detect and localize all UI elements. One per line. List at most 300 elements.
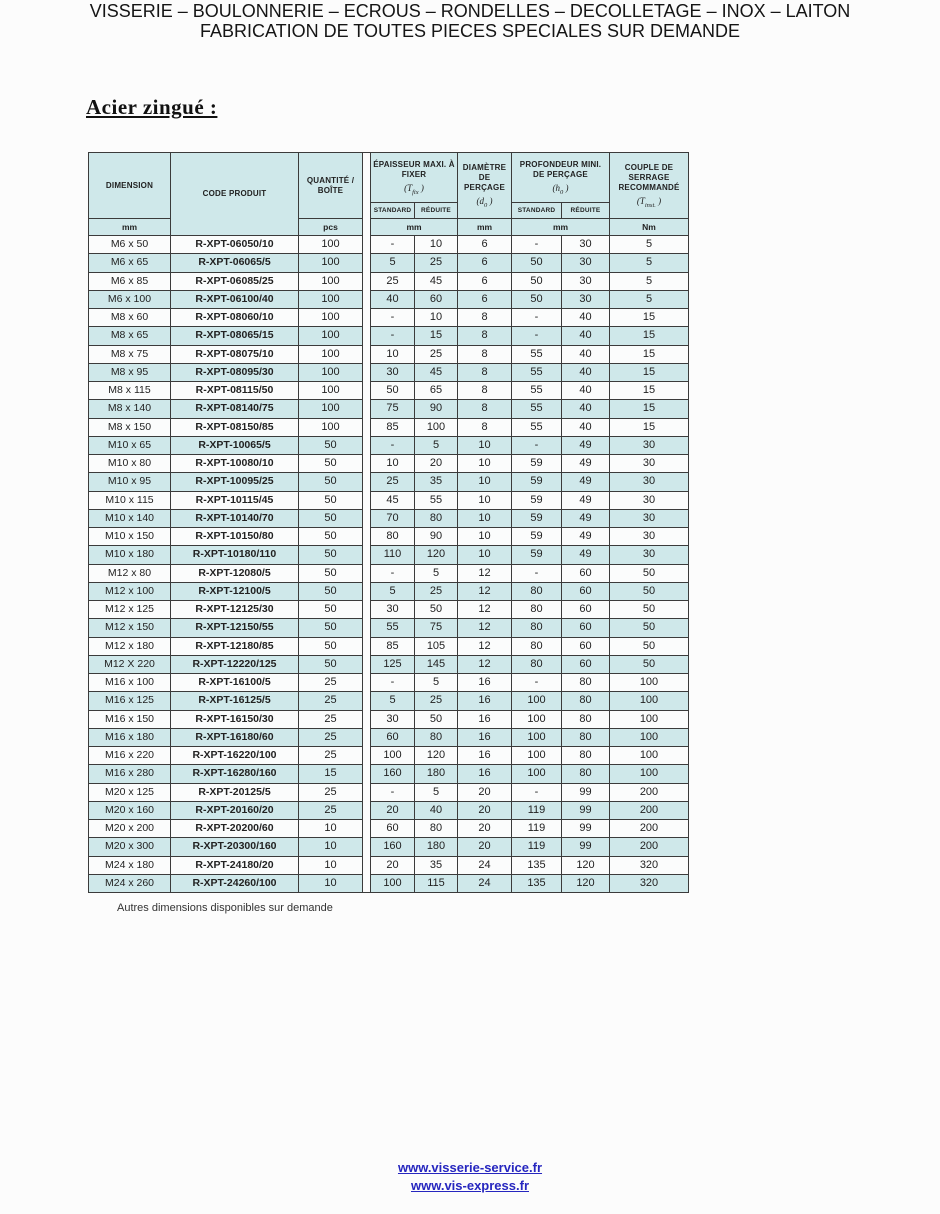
cell-profondeur-standard: - xyxy=(512,327,562,345)
cell-dimension: M20 x 160 xyxy=(89,801,171,819)
cell-diametre: 8 xyxy=(458,309,512,327)
cell-profondeur-reduite: 80 xyxy=(562,674,610,692)
cell-dimension: M8 x 65 xyxy=(89,327,171,345)
cell-epaisseur-standard: - xyxy=(371,564,415,582)
cell-couple: 50 xyxy=(610,601,689,619)
tfix-notation: ($T_{fix}$ ) xyxy=(404,182,424,196)
cell-profondeur-reduite: 49 xyxy=(562,491,610,509)
cell-couple: 30 xyxy=(610,473,689,491)
table-row xyxy=(89,637,689,655)
cell-dimension: M8 x 140 xyxy=(89,400,171,418)
cell-diametre: 10 xyxy=(458,546,512,564)
cell-code-produit: R-XPT-10080/10 xyxy=(171,455,299,473)
cell-profondeur-standard: 59 xyxy=(512,509,562,527)
cell-diametre: 20 xyxy=(458,838,512,856)
cell-profondeur-reduite: 60 xyxy=(562,601,610,619)
cell-epaisseur-reduite: 45 xyxy=(415,363,458,381)
cell-diametre: 8 xyxy=(458,418,512,436)
cell-profondeur-standard: 80 xyxy=(512,582,562,600)
unit-diametre: mm xyxy=(458,219,512,236)
cell-diametre: 12 xyxy=(458,619,512,637)
cell-profondeur-standard: 119 xyxy=(512,838,562,856)
cell-couple: 100 xyxy=(610,692,689,710)
cell-quantite: 100 xyxy=(299,345,363,363)
cell-profondeur-reduite: 60 xyxy=(562,619,610,637)
cell-diametre: 8 xyxy=(458,363,512,381)
cell-dimension: M12 x 180 xyxy=(89,637,171,655)
cell-dimension: M6 x 50 xyxy=(89,236,171,254)
cell-profondeur-reduite: 60 xyxy=(562,637,610,655)
cell-profondeur-standard: 135 xyxy=(512,856,562,874)
header-quantite-boite: QUANTITÉ / BOÎTE xyxy=(299,153,363,219)
cell-dimension: M20 x 200 xyxy=(89,820,171,838)
cell-dimension: M6 x 85 xyxy=(89,272,171,290)
cell-profondeur-reduite: 80 xyxy=(562,728,610,746)
cell-profondeur-standard: 59 xyxy=(512,455,562,473)
cell-couple: 5 xyxy=(610,290,689,308)
cell-epaisseur-standard: 5 xyxy=(371,582,415,600)
table-row xyxy=(89,619,689,637)
cell-dimension: M10 x 115 xyxy=(89,491,171,509)
cell-epaisseur-standard: 45 xyxy=(371,491,415,509)
cell-diametre: 10 xyxy=(458,509,512,527)
cell-dimension: M16 x 100 xyxy=(89,674,171,692)
cell-quantite: 100 xyxy=(299,327,363,345)
cell-epaisseur-reduite: 5 xyxy=(415,436,458,454)
cell-profondeur-standard: 119 xyxy=(512,801,562,819)
cell-couple: 15 xyxy=(610,363,689,381)
cell-quantite: 25 xyxy=(299,801,363,819)
cell-profondeur-standard: 50 xyxy=(512,272,562,290)
cell-dimension: M6 x 100 xyxy=(89,290,171,308)
cell-code-produit: R-XPT-10095/25 xyxy=(171,473,299,491)
cell-couple: 5 xyxy=(610,236,689,254)
cell-profondeur-standard: 100 xyxy=(512,747,562,765)
cell-profondeur-reduite: 49 xyxy=(562,528,610,546)
cell-dimension: M8 x 75 xyxy=(89,345,171,363)
cell-epaisseur-standard: 30 xyxy=(371,601,415,619)
cell-couple: 200 xyxy=(610,801,689,819)
cell-profondeur-reduite: 30 xyxy=(562,254,610,272)
table-block-gap xyxy=(363,153,371,893)
cell-quantite: 25 xyxy=(299,728,363,746)
cell-profondeur-standard: 80 xyxy=(512,655,562,673)
cell-code-produit: R-XPT-16180/60 xyxy=(171,728,299,746)
cell-epaisseur-reduite: 80 xyxy=(415,728,458,746)
cell-code-produit: R-XPT-06050/10 xyxy=(171,236,299,254)
cell-profondeur-standard: 100 xyxy=(512,692,562,710)
table-row xyxy=(89,874,689,892)
cell-quantite: 100 xyxy=(299,309,363,327)
cell-epaisseur-standard: - xyxy=(371,236,415,254)
cell-diametre: 16 xyxy=(458,765,512,783)
table-row xyxy=(89,674,689,692)
cell-epaisseur-standard: 20 xyxy=(371,856,415,874)
cell-diametre: 6 xyxy=(458,290,512,308)
cell-profondeur-reduite: 40 xyxy=(562,327,610,345)
cell-profondeur-reduite: 40 xyxy=(562,309,610,327)
cell-epaisseur-reduite: 25 xyxy=(415,692,458,710)
cell-code-produit: R-XPT-20200/60 xyxy=(171,820,299,838)
cell-code-produit: R-XPT-12220/125 xyxy=(171,655,299,673)
cell-epaisseur-standard: 25 xyxy=(371,272,415,290)
cell-profondeur-reduite: 49 xyxy=(562,509,610,527)
cell-profondeur-standard: 100 xyxy=(512,710,562,728)
cell-quantite: 10 xyxy=(299,838,363,856)
cell-diametre: 20 xyxy=(458,783,512,801)
table-row xyxy=(89,363,689,381)
cell-diametre: 16 xyxy=(458,674,512,692)
cell-quantite: 50 xyxy=(299,509,363,527)
cell-dimension: M10 x 80 xyxy=(89,455,171,473)
cell-epaisseur-standard: 160 xyxy=(371,838,415,856)
cell-profondeur-reduite: 120 xyxy=(562,874,610,892)
cell-dimension: M24 x 260 xyxy=(89,874,171,892)
cell-epaisseur-standard: 10 xyxy=(371,455,415,473)
cell-profondeur-reduite: 60 xyxy=(562,582,610,600)
cell-epaisseur-reduite: 5 xyxy=(415,674,458,692)
cell-epaisseur-reduite: 180 xyxy=(415,838,458,856)
header-profondeur: PROFONDEUR MINI. DE PERÇAGE ($h_0$ ) xyxy=(512,153,610,203)
cell-epaisseur-reduite: 105 xyxy=(415,637,458,655)
cell-profondeur-reduite: 99 xyxy=(562,801,610,819)
cell-epaisseur-reduite: 145 xyxy=(415,655,458,673)
cell-epaisseur-reduite: 35 xyxy=(415,473,458,491)
cell-couple: 15 xyxy=(610,345,689,363)
cell-epaisseur-standard: 70 xyxy=(371,509,415,527)
cell-couple: 100 xyxy=(610,728,689,746)
cell-diametre: 10 xyxy=(458,473,512,491)
cell-profondeur-standard: 119 xyxy=(512,820,562,838)
cell-quantite: 25 xyxy=(299,692,363,710)
cell-diametre: 8 xyxy=(458,400,512,418)
cell-epaisseur-standard: 85 xyxy=(371,637,415,655)
table-row xyxy=(89,418,689,436)
cell-quantite: 50 xyxy=(299,637,363,655)
cell-quantite: 15 xyxy=(299,765,363,783)
cell-epaisseur-standard: 55 xyxy=(371,619,415,637)
cell-epaisseur-standard: - xyxy=(371,327,415,345)
cell-quantite: 100 xyxy=(299,363,363,381)
document-header xyxy=(0,1,940,41)
cell-diametre: 8 xyxy=(458,382,512,400)
unit-dimension: mm xyxy=(89,219,171,236)
table-row xyxy=(89,509,689,527)
cell-code-produit: R-XPT-16100/5 xyxy=(171,674,299,692)
cell-code-produit: R-XPT-12150/55 xyxy=(171,619,299,637)
cell-quantite: 50 xyxy=(299,436,363,454)
cell-couple: 100 xyxy=(610,710,689,728)
cell-code-produit: R-XPT-20160/20 xyxy=(171,801,299,819)
table-row xyxy=(89,254,689,272)
cell-code-produit: R-XPT-12080/5 xyxy=(171,564,299,582)
cell-diametre: 12 xyxy=(458,601,512,619)
h0-notation: ($h_0$ ) xyxy=(552,182,569,196)
cell-quantite: 50 xyxy=(299,528,363,546)
cell-diametre: 10 xyxy=(458,436,512,454)
cell-code-produit: R-XPT-10140/70 xyxy=(171,509,299,527)
cell-couple: 50 xyxy=(610,637,689,655)
header-code-produit: CODE PRODUIT xyxy=(171,153,299,236)
cell-couple: 5 xyxy=(610,254,689,272)
cell-code-produit: R-XPT-12100/5 xyxy=(171,582,299,600)
cell-diametre: 12 xyxy=(458,637,512,655)
cell-couple: 30 xyxy=(610,546,689,564)
cell-dimension: M6 x 65 xyxy=(89,254,171,272)
unit-couple: Nm xyxy=(610,219,689,236)
cell-epaisseur-standard: 30 xyxy=(371,363,415,381)
cell-diametre: 12 xyxy=(458,564,512,582)
cell-couple: 100 xyxy=(610,747,689,765)
cell-couple: 15 xyxy=(610,327,689,345)
cell-profondeur-reduite: 40 xyxy=(562,382,610,400)
cell-couple: 30 xyxy=(610,509,689,527)
cell-couple: 30 xyxy=(610,528,689,546)
link-vis-express[interactable]: www.vis-express.fr xyxy=(410,1178,529,1193)
cell-epaisseur-standard: 20 xyxy=(371,801,415,819)
cell-diametre: 12 xyxy=(458,582,512,600)
cell-diametre: 16 xyxy=(458,692,512,710)
link-visserie-service[interactable]: www.visserie-service.fr xyxy=(397,1160,543,1175)
cell-code-produit: R-XPT-06100/40 xyxy=(171,290,299,308)
cell-dimension: M20 x 125 xyxy=(89,783,171,801)
header-epaisseur: ÉPAISSEUR MAXI. À FIXER ($T_{fix}$ ) xyxy=(371,153,458,203)
table-row xyxy=(89,290,689,308)
cell-couple: 320 xyxy=(610,856,689,874)
cell-epaisseur-reduite: 65 xyxy=(415,382,458,400)
cell-couple: 15 xyxy=(610,418,689,436)
cell-code-produit: R-XPT-24260/100 xyxy=(171,874,299,892)
cell-epaisseur-reduite: 120 xyxy=(415,546,458,564)
table-row xyxy=(89,783,689,801)
cell-profondeur-reduite: 60 xyxy=(562,564,610,582)
cell-epaisseur-reduite: 80 xyxy=(415,509,458,527)
cell-code-produit: R-XPT-08140/75 xyxy=(171,400,299,418)
header-line-1: VISSERIE – BOULONNERIE – ECROUS – RONDELLES – DECOLLETAGE – INOX – LAITON xyxy=(89,1,851,21)
cell-diametre: 20 xyxy=(458,801,512,819)
cell-code-produit: R-XPT-16125/5 xyxy=(171,692,299,710)
table-row xyxy=(89,546,689,564)
cell-couple: 100 xyxy=(610,765,689,783)
cell-profondeur-standard: - xyxy=(512,564,562,582)
cell-epaisseur-reduite: 10 xyxy=(415,236,458,254)
table-row xyxy=(89,582,689,600)
cell-quantite: 25 xyxy=(299,674,363,692)
cell-quantite: 50 xyxy=(299,491,363,509)
cell-couple: 200 xyxy=(610,838,689,856)
cell-dimension: M12 x 150 xyxy=(89,619,171,637)
cell-dimension: M10 x 65 xyxy=(89,436,171,454)
table-row xyxy=(89,309,689,327)
table-row xyxy=(89,491,689,509)
cell-quantite: 50 xyxy=(299,455,363,473)
cell-dimension: M20 x 300 xyxy=(89,838,171,856)
cell-quantite: 100 xyxy=(299,272,363,290)
table-row xyxy=(89,601,689,619)
cell-code-produit: R-XPT-20300/160 xyxy=(171,838,299,856)
spec-table xyxy=(88,152,689,893)
footer-links xyxy=(0,1159,940,1195)
cell-profondeur-reduite: 49 xyxy=(562,473,610,491)
cell-dimension: M10 x 140 xyxy=(89,509,171,527)
cell-dimension: M12 x 80 xyxy=(89,564,171,582)
cell-epaisseur-reduite: 115 xyxy=(415,874,458,892)
cell-quantite: 100 xyxy=(299,236,363,254)
cell-dimension: M10 x 180 xyxy=(89,546,171,564)
cell-dimension: M8 x 60 xyxy=(89,309,171,327)
cell-quantite: 10 xyxy=(299,856,363,874)
cell-epaisseur-reduite: 75 xyxy=(415,619,458,637)
cell-epaisseur-reduite: 40 xyxy=(415,801,458,819)
cell-epaisseur-reduite: 120 xyxy=(415,747,458,765)
cell-epaisseur-standard: 5 xyxy=(371,254,415,272)
table-header-row-main xyxy=(89,153,689,203)
cell-code-produit: R-XPT-06085/25 xyxy=(171,272,299,290)
cell-code-produit: R-XPT-06065/5 xyxy=(171,254,299,272)
cell-profondeur-standard: 100 xyxy=(512,728,562,746)
table-row xyxy=(89,345,689,363)
cell-profondeur-standard: 55 xyxy=(512,345,562,363)
cell-couple: 5 xyxy=(610,272,689,290)
cell-profondeur-standard: 100 xyxy=(512,765,562,783)
cell-epaisseur-standard: 85 xyxy=(371,418,415,436)
cell-profondeur-standard: - xyxy=(512,783,562,801)
cell-profondeur-reduite: 80 xyxy=(562,747,610,765)
cell-quantite: 25 xyxy=(299,747,363,765)
table-row xyxy=(89,728,689,746)
cell-profondeur-standard: 135 xyxy=(512,874,562,892)
table-row xyxy=(89,327,689,345)
cell-couple: 30 xyxy=(610,436,689,454)
cell-diametre: 24 xyxy=(458,874,512,892)
cell-diametre: 8 xyxy=(458,327,512,345)
cell-profondeur-reduite: 99 xyxy=(562,820,610,838)
table-row xyxy=(89,455,689,473)
table-row xyxy=(89,382,689,400)
cell-profondeur-reduite: 40 xyxy=(562,418,610,436)
cell-epaisseur-reduite: 35 xyxy=(415,856,458,874)
cell-profondeur-reduite: 99 xyxy=(562,783,610,801)
cell-couple: 200 xyxy=(610,783,689,801)
table-row xyxy=(89,856,689,874)
cell-profondeur-reduite: 40 xyxy=(562,345,610,363)
cell-epaisseur-standard: - xyxy=(371,436,415,454)
cell-profondeur-reduite: 30 xyxy=(562,290,610,308)
cell-diametre: 16 xyxy=(458,710,512,728)
cell-diametre: 20 xyxy=(458,820,512,838)
cell-epaisseur-standard: 160 xyxy=(371,765,415,783)
cell-epaisseur-reduite: 60 xyxy=(415,290,458,308)
cell-quantite: 10 xyxy=(299,874,363,892)
cell-quantite: 100 xyxy=(299,418,363,436)
cell-dimension: M8 x 115 xyxy=(89,382,171,400)
cell-epaisseur-standard: 60 xyxy=(371,820,415,838)
cell-quantite: 100 xyxy=(299,400,363,418)
cell-code-produit: R-XPT-16220/100 xyxy=(171,747,299,765)
cell-diametre: 16 xyxy=(458,747,512,765)
cell-epaisseur-reduite: 50 xyxy=(415,710,458,728)
table-row xyxy=(89,236,689,254)
cell-epaisseur-standard: 60 xyxy=(371,728,415,746)
cell-code-produit: R-XPT-10150/80 xyxy=(171,528,299,546)
cell-epaisseur-reduite: 90 xyxy=(415,400,458,418)
cell-dimension: M16 x 180 xyxy=(89,728,171,746)
cell-couple: 50 xyxy=(610,655,689,673)
cell-dimension: M8 x 150 xyxy=(89,418,171,436)
cell-couple: 320 xyxy=(610,874,689,892)
cell-diametre: 10 xyxy=(458,455,512,473)
cell-epaisseur-standard: 50 xyxy=(371,382,415,400)
cell-epaisseur-reduite: 50 xyxy=(415,601,458,619)
cell-profondeur-standard: 50 xyxy=(512,290,562,308)
cell-profondeur-reduite: 80 xyxy=(562,765,610,783)
cell-couple: 30 xyxy=(610,455,689,473)
header-diametre: DIAMÈTRE DE PERÇAGE ($d_0$ ) xyxy=(458,153,512,219)
d0-notation: ($d_0$ ) xyxy=(476,195,493,209)
table-row xyxy=(89,692,689,710)
cell-profondeur-reduite: 40 xyxy=(562,363,610,381)
cell-profondeur-standard: - xyxy=(512,309,562,327)
cell-code-produit: R-XPT-08065/15 xyxy=(171,327,299,345)
cell-profondeur-standard: 59 xyxy=(512,491,562,509)
table-row xyxy=(89,436,689,454)
cell-profondeur-standard: 59 xyxy=(512,528,562,546)
cell-diametre: 16 xyxy=(458,728,512,746)
cell-dimension: M12 x 100 xyxy=(89,582,171,600)
cell-epaisseur-standard: 40 xyxy=(371,290,415,308)
cell-quantite: 100 xyxy=(299,254,363,272)
cell-profondeur-reduite: 80 xyxy=(562,692,610,710)
cell-profondeur-reduite: 40 xyxy=(562,400,610,418)
cell-quantite: 100 xyxy=(299,382,363,400)
table-row xyxy=(89,272,689,290)
cell-code-produit: R-XPT-08150/85 xyxy=(171,418,299,436)
cell-profondeur-reduite: 49 xyxy=(562,436,610,454)
cell-dimension: M16 x 150 xyxy=(89,710,171,728)
cell-epaisseur-standard: - xyxy=(371,674,415,692)
cell-diametre: 24 xyxy=(458,856,512,874)
cell-epaisseur-standard: 30 xyxy=(371,710,415,728)
cell-epaisseur-reduite: 15 xyxy=(415,327,458,345)
cell-diametre: 10 xyxy=(458,491,512,509)
cell-quantite: 50 xyxy=(299,564,363,582)
cell-epaisseur-standard: 5 xyxy=(371,692,415,710)
cell-couple: 50 xyxy=(610,564,689,582)
header-couple: COUPLE DE SERRAGE RECOMMANDÉ ($T_{inst.}$ ) xyxy=(610,153,689,219)
cell-dimension: M24 x 180 xyxy=(89,856,171,874)
cell-quantite: 10 xyxy=(299,820,363,838)
table-row xyxy=(89,801,689,819)
cell-epaisseur-reduite: 25 xyxy=(415,582,458,600)
cell-profondeur-standard: 55 xyxy=(512,418,562,436)
cell-couple: 50 xyxy=(610,619,689,637)
cell-dimension: M16 x 220 xyxy=(89,747,171,765)
cell-diametre: 6 xyxy=(458,236,512,254)
unit-epaisseur: mm xyxy=(371,219,458,236)
cell-profondeur-standard: 59 xyxy=(512,473,562,491)
cell-code-produit: R-XPT-08060/10 xyxy=(171,309,299,327)
subheader-profondeur-reduite: RÉDUITE xyxy=(562,203,610,219)
cell-epaisseur-standard: - xyxy=(371,783,415,801)
subheader-profondeur-standard: STANDARD xyxy=(512,203,562,219)
cell-profondeur-standard: 59 xyxy=(512,546,562,564)
unit-profondeur: mm xyxy=(512,219,610,236)
cell-profondeur-reduite: 30 xyxy=(562,272,610,290)
table-row xyxy=(89,838,689,856)
cell-dimension: M10 x 150 xyxy=(89,528,171,546)
cell-diametre: 6 xyxy=(458,272,512,290)
cell-profondeur-standard: 80 xyxy=(512,637,562,655)
